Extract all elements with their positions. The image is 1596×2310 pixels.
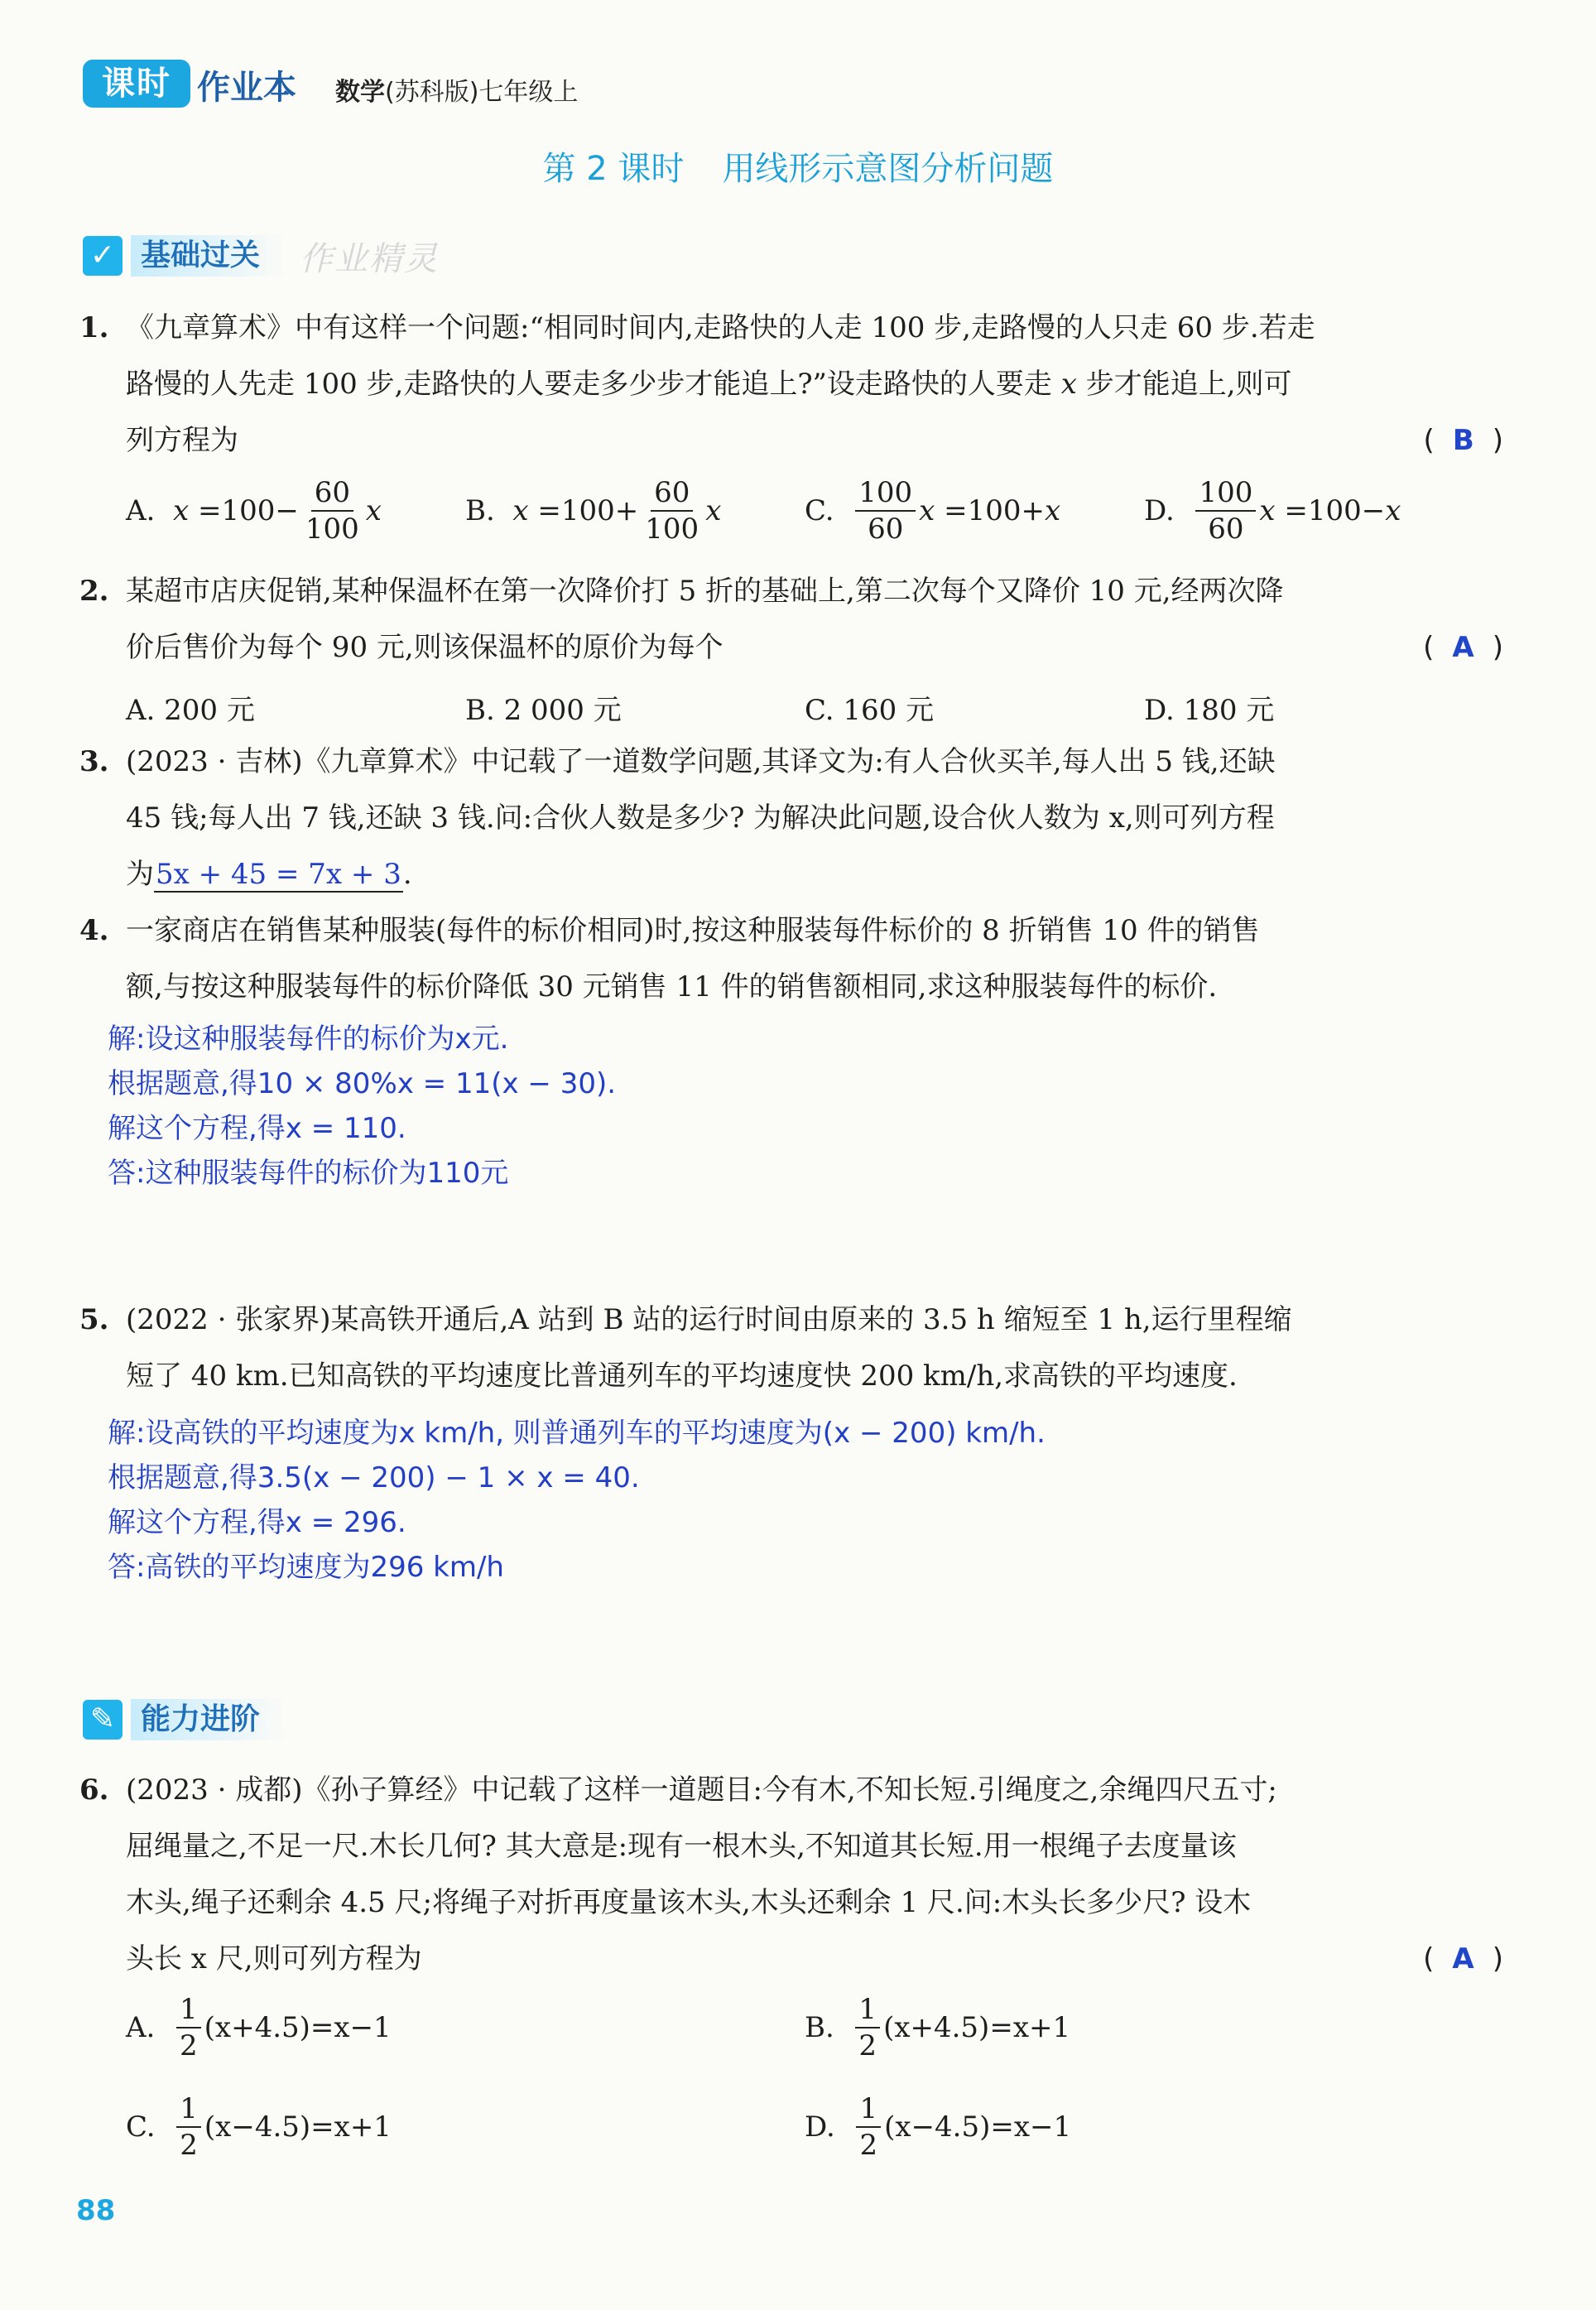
option-d: D. $\frac{100}{60}$ x =100− x <box>1144 476 1401 546</box>
question-text: 头长 x 尺,则可列方程为 <box>126 1942 422 1976</box>
question-number: 3. <box>79 745 109 778</box>
option-a: A. x =100− $\frac{60}{100}$ x <box>126 476 382 546</box>
option-label: A. <box>126 494 156 527</box>
question-6-options-row1 <box>126 1995 1533 2060</box>
question-text: 列方程为 <box>126 424 238 457</box>
question-2 <box>79 563 1503 676</box>
brand-name: 作业本 <box>197 69 296 107</box>
option-c: C. $\frac{100}{60}$ x =100+ x <box>805 476 1061 546</box>
question-text: 路慢的人先走 100 步,走路快的人要走多少步才能追上?”设走路快的人要走 <box>126 368 1052 401</box>
option-label: D. <box>1144 494 1175 527</box>
answer-bracket: ( A ) <box>1423 1942 1503 1976</box>
option-d: D. 180 元 <box>1144 694 1275 727</box>
solution-line: 解这个方程,得x = 110. <box>108 1112 406 1145</box>
subject-line <box>335 71 578 108</box>
edit-icon: ✎ <box>83 1700 123 1740</box>
checkbox-icon: ✓ <box>83 236 123 276</box>
option-b: B. 2 000 元 <box>465 694 622 727</box>
option-a: A. 200 元 <box>126 694 255 727</box>
option-b: B. $\frac{1}{2}$ (x+4.5)=x+1 <box>805 1993 1071 2062</box>
question-text: 额,与按这种服装每件的标价降低 30 元销售 11 件的销售额相同,求这种服装每件的标价. <box>126 970 1218 1003</box>
logo: 课时 <box>83 60 190 108</box>
option-expr: (x−4.5)=x+1 <box>204 2110 392 2144</box>
answer-letter: A <box>1452 1942 1474 1976</box>
lesson-name: 用线形示意图分析问题 <box>722 150 1054 188</box>
question-text: 45 钱;每人出 7 钱,还缺 3 钱.问:合伙人数是多少? 为解决此问题,设合伙人数为 x,则可列方程 <box>126 801 1275 835</box>
lesson-title <box>0 142 1596 190</box>
section-advanced-header <box>83 1697 285 1742</box>
option-label: B. <box>465 494 495 527</box>
answer-letter: B <box>1452 424 1474 457</box>
question-2-options <box>126 687 1533 728</box>
question-number: 2. <box>79 575 109 608</box>
lesson-number: 第 2 课时 <box>542 150 685 188</box>
question-number: 5. <box>79 1303 109 1336</box>
option-b: B. x =100+ $\frac{60}{100}$ x <box>465 476 722 546</box>
question-6 <box>79 1762 1503 1987</box>
question-4-solution <box>108 1017 616 1196</box>
solution-line: 解这个方程,得x = 296. <box>108 1506 406 1539</box>
solution-line: 解:设高铁的平均速度为x km/h, 则普通列车的平均速度为(x − 200) km/h. <box>108 1417 1046 1450</box>
option-a: A. $\frac{1}{2}$ (x+4.5)=x−1 <box>126 1993 392 2062</box>
question-text: . <box>402 858 412 891</box>
solution-line: 答:高铁的平均速度为296 km/h <box>108 1551 504 1584</box>
question-number: 6. <box>79 1773 109 1807</box>
option-label: B. <box>805 2011 834 2044</box>
page-number: 88 <box>76 2194 116 2227</box>
question-1-options <box>126 476 1533 546</box>
question-text: (2022 · 张家界)某高铁开通后,A 站到 B 站的运行时间由原来的 3.5 h 缩短至 1 h,运行里程缩 <box>126 1303 1292 1336</box>
question-1 <box>79 300 1503 469</box>
option-label: D. <box>805 2110 835 2144</box>
option-expr: (x+4.5)=x+1 <box>883 2011 1071 2044</box>
question-text: (2023 · 吉林)《九章算术》中记载了一道数学问题,其译文为:有人合伙买羊,每人出 5 钱,还缺 <box>126 745 1276 778</box>
option-expr: (x+4.5)=x−1 <box>204 2011 392 2044</box>
option-label: A. <box>126 2011 156 2044</box>
section-basic-header <box>83 233 439 278</box>
question-6-options-row2 <box>126 2092 1533 2162</box>
answer-fill: 5x + 45 = 7x + 3 <box>156 858 401 891</box>
solution-line: 解:设这种服装每件的标价为x元. <box>108 1023 509 1056</box>
question-text: (2023 · 成都)《孙子算经》中记载了这样一道题目:今有木,不知长短.引绳度之,余绳四尺五寸; <box>126 1773 1277 1807</box>
question-text: 某超市店庆促销,某种保温杯在第一次降价打 5 折的基础上,第二次每个又降价 10 元,经两次降 <box>126 575 1284 608</box>
question-4 <box>79 902 1503 1015</box>
solution-line: 根据题意,得3.5(x − 200) − 1 × x = 40. <box>108 1461 640 1494</box>
question-number: 4. <box>79 914 109 947</box>
question-text: 步才能追上,则可 <box>1076 368 1292 401</box>
question-text: 屈绳量之,不足一尺.木长几何? 其大意是:现有一根木头,不知道其长短.用一根绳子去度量该 <box>126 1830 1237 1863</box>
watermark: 作业精灵 <box>300 239 440 278</box>
question-text: 价后售价为每个 90 元,则该保温杯的原价为每个 <box>126 631 723 664</box>
question-text: 一家商店在销售某种服装(每件的标价相同)时,按这种服装每件标价的 8 折销售 10 件的销售 <box>126 914 1260 947</box>
variable: x <box>1060 368 1077 401</box>
solution-line: 答:这种服装每件的标价为110元 <box>108 1157 509 1190</box>
answer-bracket: ( B ) <box>1423 424 1503 457</box>
option-label: C. <box>126 2110 156 2144</box>
question-text: 短了 40 km.已知高铁的平均速度比普通列车的平均速度快 200 km/h,求高铁的平均速度. <box>126 1360 1238 1393</box>
question-3 <box>79 734 1503 902</box>
question-text: 木头,绳子还剩余 4.5 尺;将绳子对折再度量该木头,木头还剩余 1 尺.问:木头长多少尺? 设木 <box>126 1886 1252 1919</box>
question-text: 《九章算术》中有这样一个问题:“相同时间内,走路快的人走 100 步,走路慢的人只走 60 步.若走 <box>126 311 1315 344</box>
section-title: 能力进阶 <box>131 1699 285 1740</box>
option-expr: (x−4.5)=x−1 <box>884 2110 1072 2144</box>
solution-line: 根据题意,得10 × 80%x = 11(x − 30). <box>108 1067 617 1100</box>
option-d: D. $\frac{1}{2}$ (x−4.5)=x−1 <box>805 2092 1072 2162</box>
question-text: 为 <box>126 858 154 891</box>
answer-letter: A <box>1452 631 1474 664</box>
edition: (苏科版)七年级上 <box>385 78 579 107</box>
question-number: 1. <box>79 311 109 344</box>
answer-bracket: ( A ) <box>1423 631 1503 664</box>
question-5-solution <box>108 1411 1046 1590</box>
subject: 数学 <box>335 78 385 107</box>
option-c: C. 160 元 <box>805 694 935 727</box>
option-label: C. <box>805 494 834 527</box>
question-5 <box>79 1292 1503 1404</box>
option-c: C. $\frac{1}{2}$ (x−4.5)=x+1 <box>126 2092 392 2162</box>
section-title: 基础过关 <box>131 235 285 277</box>
